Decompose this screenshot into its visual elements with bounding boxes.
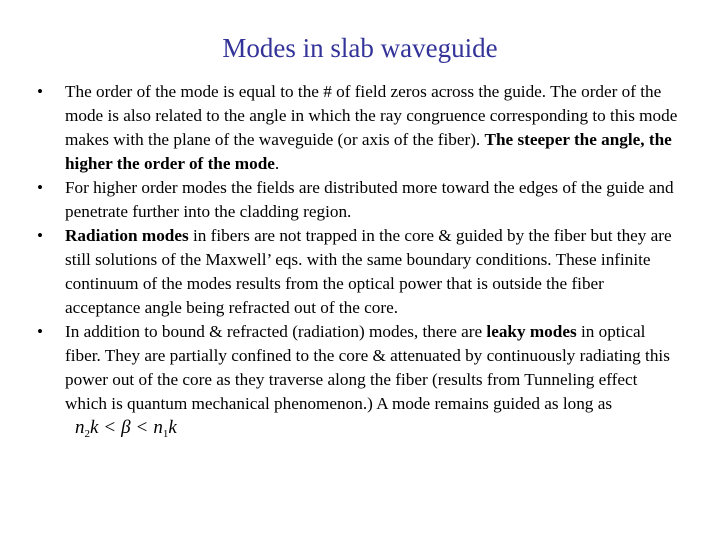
bullet-icon: • bbox=[36, 322, 44, 341]
bullet-icon: • bbox=[36, 178, 44, 197]
bullet-list bbox=[30, 80, 680, 446]
bullet-text: The order of the mode is equal to the # of field zeros across the guide. The order of the mode is also related to the angle in which the ray congruence corresponding to this mode makes with the plane of the waveguide (or axis of the fiber). bbox=[65, 82, 678, 149]
bullet-item-higher-order bbox=[30, 176, 680, 224]
bullet-text: in fibers are not trapped in the core & guided by the fiber but they are still solutions of the Maxwell’ eqs. with the same boundary conditions. These infinite continuum of the modes results from the optical power that is outside the fiber acceptance angle being refracted out of the core. bbox=[65, 226, 672, 317]
bullet-emphasis: Radiation modes bbox=[65, 226, 189, 245]
guidance-condition-formula: $n_2k < \beta < n_1k$ bbox=[75, 417, 177, 440]
bullet-emphasis: leaky modes bbox=[486, 322, 577, 341]
bullet-item-mode-order bbox=[30, 80, 680, 176]
slide-title: Modes in slab waveguide bbox=[222, 33, 498, 63]
bullet-text: For higher order modes the fields are distributed more toward the edges of the guide and penetrate further into the cladding region. bbox=[65, 178, 674, 221]
bullet-icon: • bbox=[36, 226, 44, 245]
bullet-text-continued: in optical fiber. They are partially confined to the core & attenuated by continuously radiating this power out of the core as they traverse along the fiber (results from Tunneling effect which is quantum mechanical phenomenon.) A mode remains guided as long as bbox=[65, 322, 670, 413]
bullet-icon: • bbox=[36, 82, 44, 101]
bullet-emphasis: The steeper the angle, the higher the order of the mode bbox=[65, 130, 672, 173]
bullet-item-leaky-modes bbox=[30, 320, 680, 446]
bullet-tail: . bbox=[274, 154, 280, 173]
bullet-text: In addition to bound & refracted (radiation) modes, there are bbox=[65, 322, 483, 341]
bullet-item-radiation-modes bbox=[30, 224, 680, 320]
